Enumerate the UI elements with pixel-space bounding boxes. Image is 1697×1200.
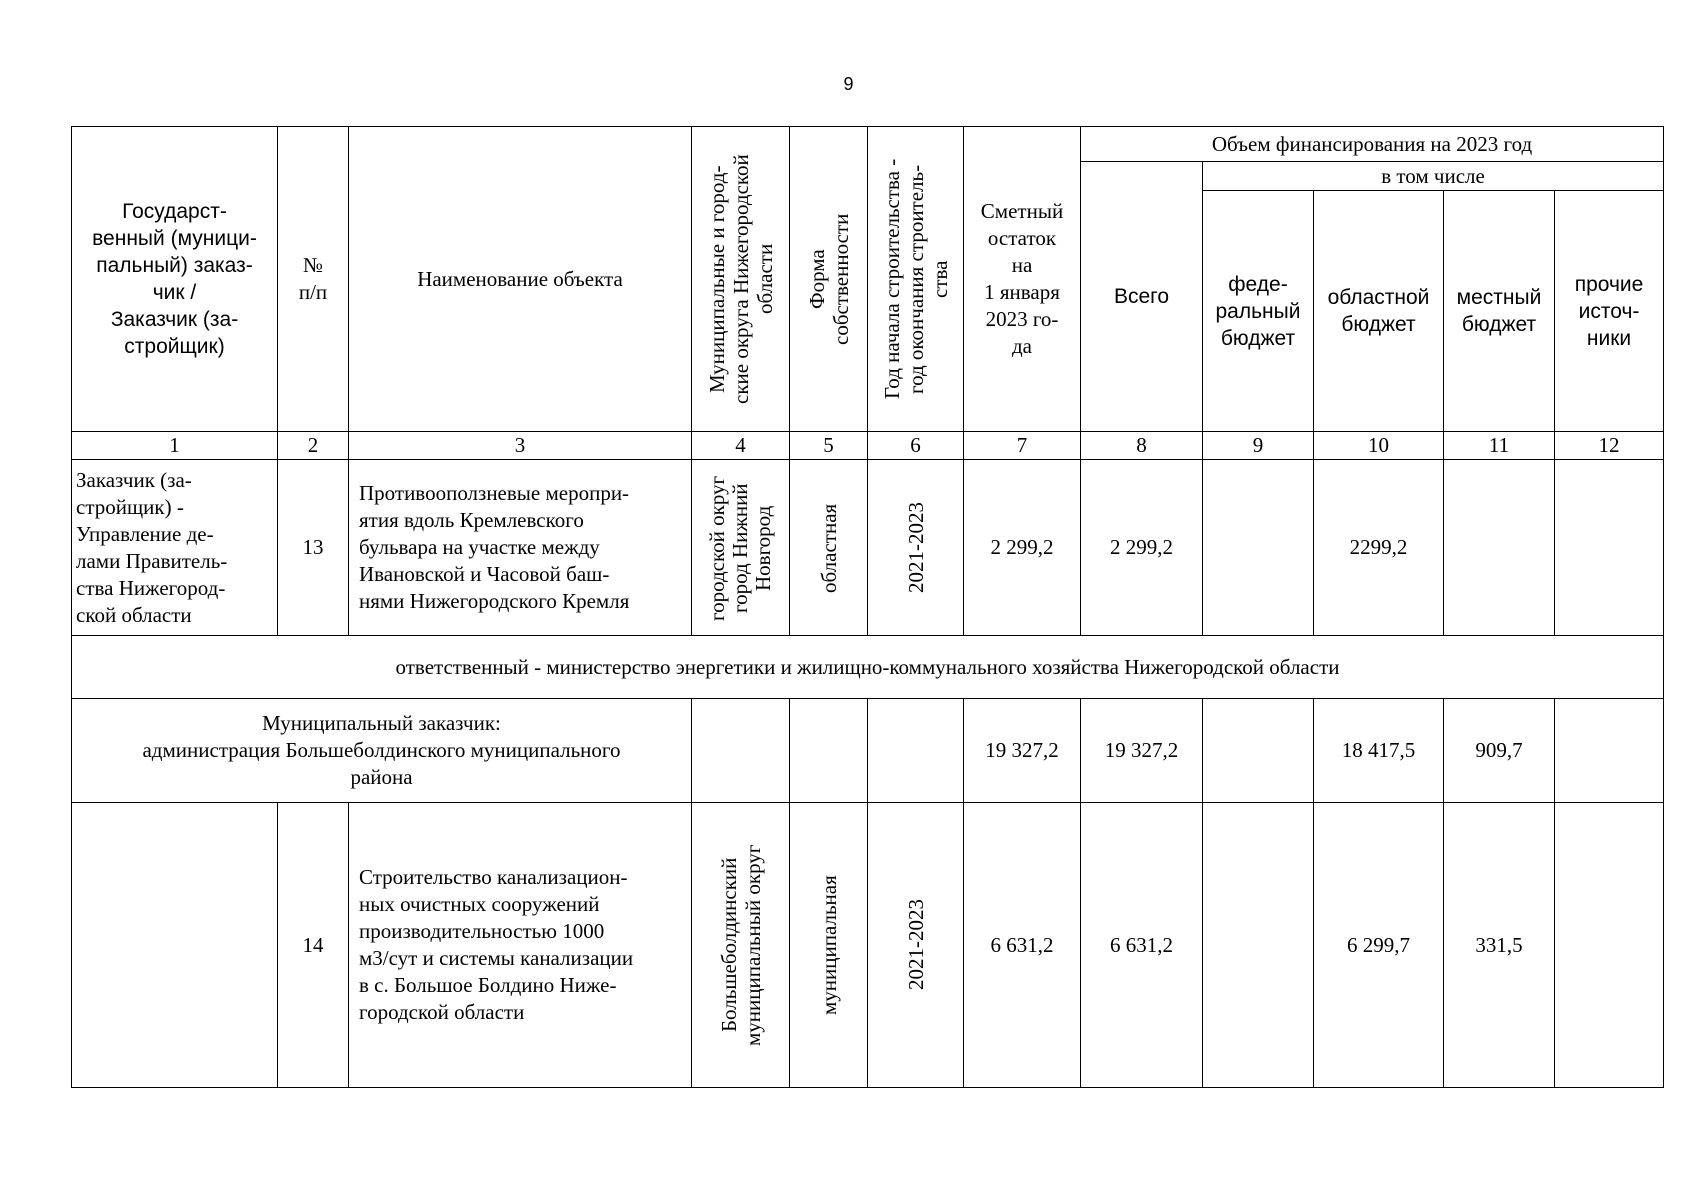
municipal-total-total: 19 327,2 <box>1081 699 1203 803</box>
row13-years-text: 2021-2023 <box>903 502 928 593</box>
column-number: 11 <box>1444 432 1555 460</box>
municipal-total-years <box>868 699 964 803</box>
header-including: в том числе <box>1203 162 1664 191</box>
header-local-budget: местный бюджет <box>1444 191 1555 432</box>
row14-total: 6 631,2 <box>1081 803 1203 1088</box>
column-number: 8 <box>1081 432 1203 460</box>
header-ownership <box>790 127 868 432</box>
municipal-total-ownership <box>790 699 868 803</box>
row14-balance: 6 631,2 <box>964 803 1081 1088</box>
column-number: 1 <box>72 432 278 460</box>
row13-total: 2 299,2 <box>1081 460 1203 636</box>
row13-municipality-text: городской округ город Нижний Новгород <box>705 474 775 621</box>
row13-local <box>1444 460 1555 636</box>
row13-federal <box>1203 460 1314 636</box>
row13-other <box>1555 460 1664 636</box>
row14-object-name: Строительство канализацион- ных очистных сооружений производительностью 1000 м3/сут и системы канализации в с. Большое Болдино Ниже- городской области <box>349 803 692 1088</box>
row14-municipality-text: Большеболдинский муниципальный округ <box>716 844 765 1046</box>
header-funding-volume: Объем финансирования на 2023 год <box>1081 127 1664 162</box>
row14-local: 331,5 <box>1444 803 1555 1088</box>
header-municipality <box>692 127 790 432</box>
row14-number: 14 <box>278 803 349 1088</box>
column-number: 9 <box>1203 432 1314 460</box>
row14-customer <box>72 803 278 1088</box>
row13-ownership-text: областная <box>816 502 841 593</box>
row13-years <box>868 460 964 636</box>
municipal-total-row <box>72 699 1664 803</box>
municipal-total-municipality <box>692 699 790 803</box>
row14-regional: 6 299,7 <box>1314 803 1444 1088</box>
row14-years <box>868 803 964 1088</box>
row13-customer: Заказчик (за- стройщик) - Управление де- лами Правитель- ства Нижегород- ской области <box>72 460 278 636</box>
header-object-name: Наименование объекта <box>349 127 692 432</box>
column-number: 6 <box>868 432 964 460</box>
row13-balance: 2 299,2 <box>964 460 1081 636</box>
investment-program-table <box>71 126 1664 1088</box>
row13-number: 13 <box>278 460 349 636</box>
row14-ownership <box>790 803 868 1088</box>
table-row <box>72 460 1664 636</box>
column-numbers-row <box>72 432 1664 460</box>
column-number: 3 <box>349 432 692 460</box>
row14-municipality <box>692 803 790 1088</box>
row13-ownership <box>790 460 868 636</box>
column-number: 10 <box>1314 432 1444 460</box>
header-federal-budget: феде- ральный бюджет <box>1203 191 1314 432</box>
responsible-row <box>72 636 1664 699</box>
header-other-sources: прочие источ- ники <box>1555 191 1664 432</box>
header-total: Всего <box>1081 162 1203 432</box>
header-estimated-balance: Сметный остаток на 1 января 2023 го- да <box>964 127 1081 432</box>
column-number: 7 <box>964 432 1081 460</box>
row14-other <box>1555 803 1664 1088</box>
row14-years-text: 2021-2023 <box>903 899 928 991</box>
municipal-total-local: 909,7 <box>1444 699 1555 803</box>
header-row-number: № п/п <box>278 127 349 432</box>
municipal-customer: Муниципальный заказчик: администрация Большеболдинского муниципального района <box>72 699 692 803</box>
municipal-total-regional: 18 417,5 <box>1314 699 1444 803</box>
row14-federal <box>1203 803 1314 1088</box>
row13-object-name: Противооползневые меропри- ятия вдоль Кремлевского бульвара на участке между Ивановской и Часовой баш- нями Нижегородского Кремля <box>349 460 692 636</box>
table-row <box>72 803 1664 1088</box>
row13-regional: 2299,2 <box>1314 460 1444 636</box>
header-municipality-text: Муниципальные и город- ские округа Нижегородской области <box>704 154 777 404</box>
header-ownership-text: Форма собственности <box>804 213 853 345</box>
municipal-total-balance: 19 327,2 <box>964 699 1081 803</box>
header-regional-budget: областной бюджет <box>1314 191 1444 432</box>
page-number: 9 <box>843 74 854 94</box>
column-number: 4 <box>692 432 790 460</box>
municipal-total-other <box>1555 699 1664 803</box>
row14-ownership-text: муниципальная <box>816 875 841 1015</box>
responsible-ministry: ответственный - министерство энергетики и жилищно-коммунального хозяйства Нижегородской области <box>72 636 1664 699</box>
header-customer: Государст- венный (муници- пальный) заказ- чик / Заказчик (за- стройщик) <box>72 127 278 432</box>
column-number: 12 <box>1555 432 1664 460</box>
column-number: 2 <box>278 432 349 460</box>
header-construction-years-text: Год начала строительства - год окончания строитель- ства <box>879 158 952 400</box>
header-construction-years <box>868 127 964 432</box>
row13-municipality <box>692 460 790 636</box>
column-number: 5 <box>790 432 868 460</box>
municipal-total-federal <box>1203 699 1314 803</box>
